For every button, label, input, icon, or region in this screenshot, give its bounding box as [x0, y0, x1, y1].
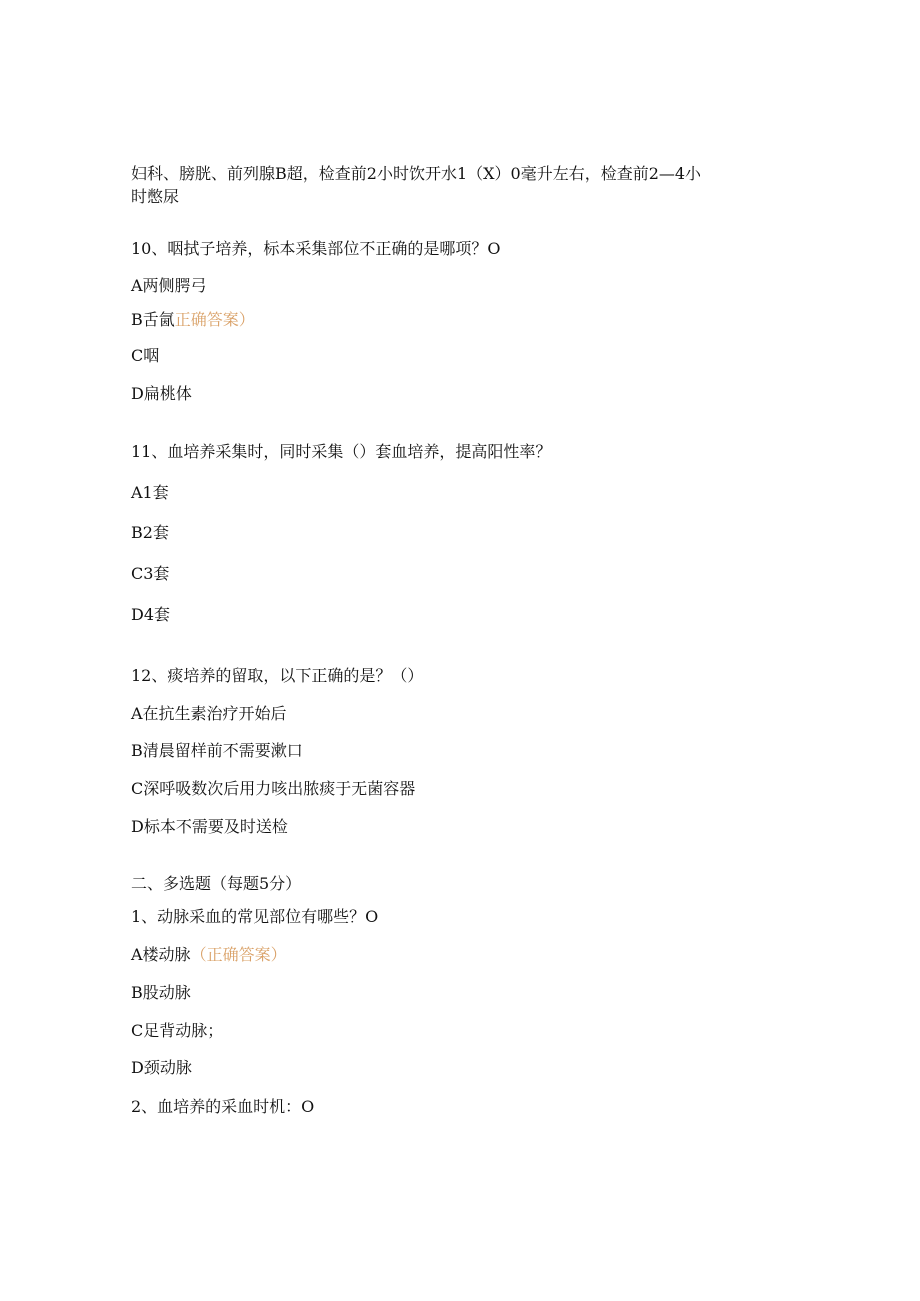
- q12-option-b: B清晨留样前不需要漱口: [131, 741, 303, 760]
- multi-question-1: 1、动脉采血的常见部位有哪些？O: [131, 907, 379, 926]
- q11-option-d: D4套: [131, 605, 171, 624]
- q10-correct-answer-marker: 正确答案）: [174, 310, 255, 329]
- q11-option-b: B2套: [131, 523, 169, 542]
- q12-option-d: D标本不需要及时送检: [131, 817, 288, 836]
- mq1-option-c: C足背动脉；: [131, 1021, 224, 1040]
- q12-option-a: A在抗生素治疗开始后: [131, 704, 287, 723]
- question-12: 12、痰培养的留取，以下正确的是？（）: [131, 666, 424, 685]
- mq1-option-a-label: A楼动脉: [131, 945, 191, 964]
- q10-option-b-label: B舌氤: [131, 310, 175, 329]
- q10-option-d: D扁桃体: [131, 384, 192, 403]
- q11-option-a: A1套: [131, 483, 169, 502]
- multi-question-2: 2、血培养的采血时机：O: [131, 1097, 315, 1116]
- q12-option-c: C深呼吸数次后用力咳出脓痰于无菌容器: [131, 779, 416, 798]
- question-10: 10、咽拭子培养，标本采集部位不正确的是哪项？O: [131, 239, 501, 258]
- mq1-option-a: [131, 944, 287, 966]
- q10-option-a: A两侧腭弓: [131, 276, 207, 295]
- question-11: 11、血培养采集时，同时采集（）套血培养，提高阳性率？: [131, 442, 552, 461]
- intro-line-1: 妇科、膀胱、前列腺B超，检查前2小时饮开水1（X）0毫升左右，检查前2—4小: [131, 164, 702, 183]
- mq1-option-b: B股动脉: [131, 983, 191, 1002]
- section-multiple-choice-title: 二、多选题（每题5分）: [131, 874, 302, 893]
- q10-option-c: C咽: [131, 346, 160, 365]
- intro-line-2: 时憋尿: [131, 187, 180, 206]
- mq1-option-d: D颈动脉: [131, 1058, 192, 1077]
- mq1-correct-answer-marker: （正确答案）: [190, 945, 287, 964]
- q10-option-b: [131, 309, 255, 331]
- q11-option-c: C3套: [131, 564, 170, 583]
